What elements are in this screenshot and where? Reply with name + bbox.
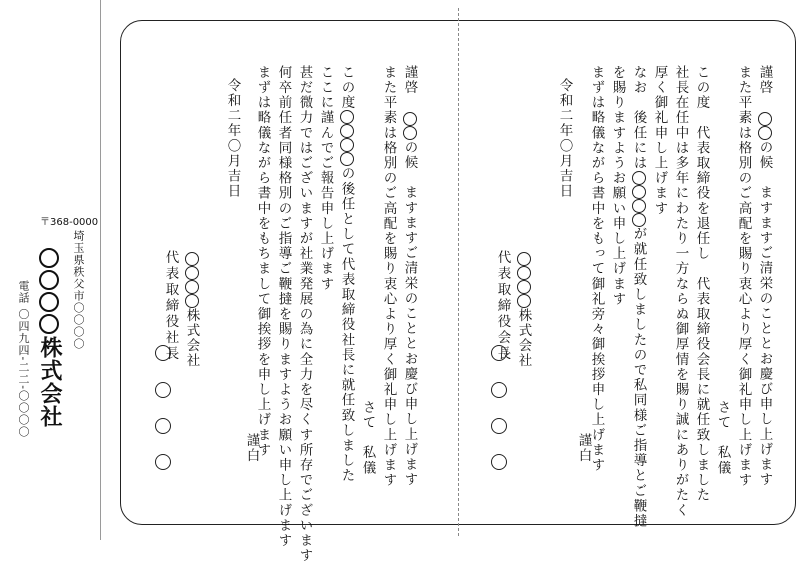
card-b-greeting: 謹啓 [401, 65, 418, 96]
card-b-date: 令和二年〇月吉日 [224, 78, 241, 199]
card-b-line-5: ここに謹んでご報告申し上げます [317, 65, 334, 292]
envelope-fold-line [100, 0, 101, 540]
card-a-company: 株式会社 [516, 252, 531, 368]
card-a-date: 令和二年〇月吉日 [556, 78, 573, 199]
card-b-line-6: 甚だ微力ではございますが社業発展の為に全力を尽くす所存でございます [296, 65, 313, 563]
card-a-line-8: を賜りますようお願い申し上げます [609, 65, 626, 307]
sender-address: 埼玉県秩父市〇〇〇〇 [72, 230, 85, 350]
sender-company-name: 株式会社 [38, 248, 60, 428]
card-a-greeting: 謹啓 [756, 65, 773, 96]
card-a-line-9: まずは略儀ながら書中をもって御礼旁々御挨拶申し上げます [588, 65, 605, 473]
card-b-line-7: 何卒前任者同様格別のご指導ご鞭撻を賜りますようお願い申し上げます [275, 65, 292, 549]
card-b-line-3: また平素は格別のご高配を賜り衷心より厚く御礼申し上げます [380, 65, 397, 488]
card-b-aside: さて 私儀 [359, 400, 376, 476]
postal-code: 〒368-0000 [40, 217, 99, 228]
card-a-line-3: また平素は格別のご高配を賜り衷心より厚く御礼申し上げます [735, 65, 752, 488]
card-b-company: 株式会社 [184, 252, 199, 368]
card-b-line-8: まずは略儀ながら書中をもちまして御挨拶を申し上げます [254, 65, 271, 458]
sender-phone: 電話 〇四九四-二二-〇〇〇〇 [17, 280, 30, 438]
card-b-line-4: この度の後任として代表取締役社長に就任致しました [338, 65, 355, 484]
card-a-line-4: この度 代表取締役を退任し 代表取締役会長に就任致しました [693, 65, 710, 503]
card-a-line-7: なお 後任にはが就任致しましたので私同様ご指導とご鞭撻 [630, 65, 647, 529]
card-a-aside: さて 私儀 [714, 400, 731, 476]
card-b-closing: 謹白 [243, 433, 260, 464]
card-b-title: 代表取締役社長 [162, 250, 179, 362]
card-a-line-2: の候 ますますご清栄のこととお慶び申し上げます [757, 112, 772, 487]
card-b-line-2: の候 ますますご清栄のこととお慶び申し上げます [402, 112, 417, 487]
card-center-fold [458, 8, 459, 536]
card-a-title: 代表取締役会長 [494, 250, 511, 362]
card-a-line-6: 厚く御礼申し上げます [651, 65, 668, 216]
card-a-line-5: 社長在任中は多年にわたり一方ならぬ御厚情を賜り誠にありがたく [672, 65, 689, 518]
card-a-closing: 謹白 [575, 433, 592, 464]
